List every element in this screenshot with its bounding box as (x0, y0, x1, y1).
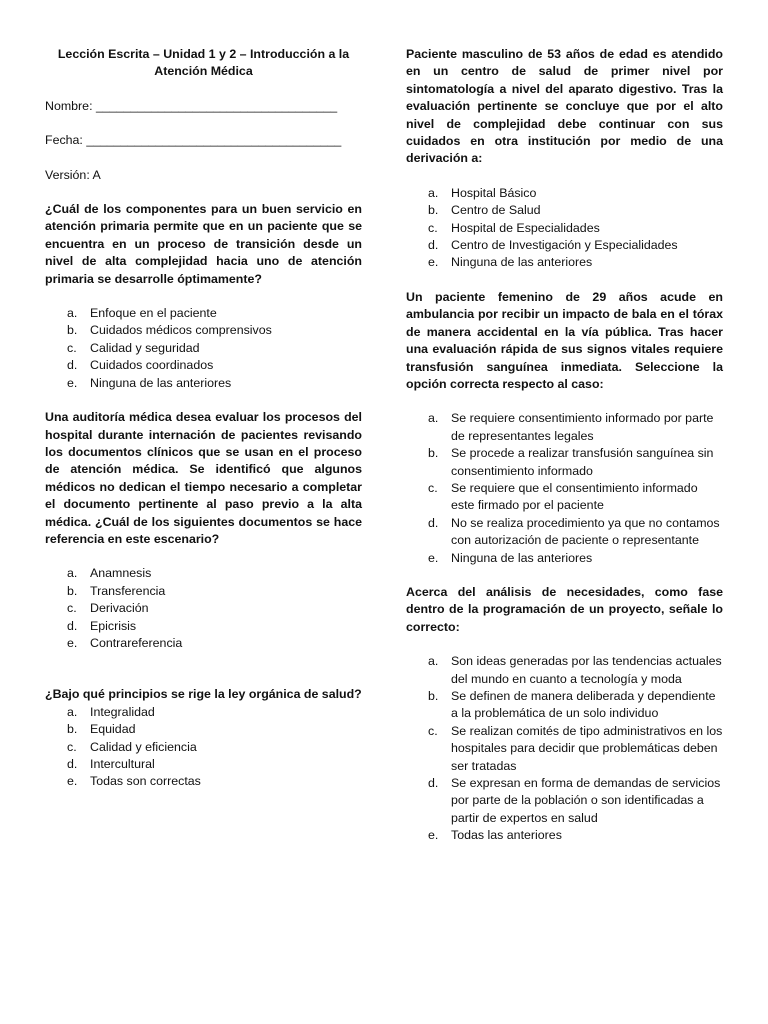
option-letter: d. (67, 618, 78, 633)
option-item (406, 480, 723, 515)
question-2-options (45, 565, 362, 652)
option-letter: c. (428, 723, 438, 738)
option-text: Contrareferencia (90, 635, 183, 650)
option-letter: e. (428, 255, 439, 270)
option-item (406, 445, 723, 480)
option-item (45, 635, 362, 652)
option-text: Centro de Investigación y Especialidades (451, 238, 678, 253)
option-letter: d. (67, 757, 78, 771)
option-letter: b. (428, 689, 439, 703)
option-item (406, 254, 723, 271)
option-text: Epicrisis (90, 618, 137, 633)
option-text: Ninguna de las anteriores (451, 255, 593, 270)
question-2: Una auditoría médica desea evaluar los procesos del hospital durante internación de pacientes revisando los documentos clínicos que se usan en el proceso de atención médica. Se identificó que algunos médicos no dedican el tiempo necesario a completar el documento pertinente al paso previo a la alta médica. ¿Cuál de los siguientes documentos se hace referencia en este escenario? (45, 410, 362, 546)
option-text: Equidad (90, 722, 136, 737)
option-item (45, 322, 362, 339)
option-text: Ninguna de las anteriores (451, 550, 593, 565)
date-field: Fecha: _____________________________________ (45, 133, 342, 148)
option-letter: d. (428, 238, 439, 253)
option-item (406, 550, 723, 567)
option-letter: c. (428, 220, 438, 235)
option-item (45, 357, 362, 374)
option-text: No se realiza procedimiento ya que no contamos con autorización de paciente o representante (451, 515, 720, 548)
option-text: Todas las anteriores (451, 828, 562, 843)
option-letter: b. (67, 323, 78, 338)
option-letter: b. (428, 446, 439, 461)
option-item (406, 202, 723, 219)
option-item (406, 185, 723, 202)
option-text: Se requiere que el consentimiento informado este firmado por el paciente (451, 480, 698, 513)
option-letter: e. (428, 828, 439, 843)
option-letter: b. (428, 203, 439, 218)
option-text: Calidad y eficiencia (90, 739, 197, 754)
option-text: Derivación (90, 601, 149, 616)
option-letter: d. (67, 358, 78, 373)
option-item (45, 583, 362, 600)
option-letter: c. (67, 601, 77, 616)
option-letter: d. (428, 515, 439, 530)
version-label: Versión: A (45, 167, 101, 182)
option-item (45, 565, 362, 582)
option-item (45, 739, 362, 756)
option-item (45, 756, 362, 773)
option-letter: b. (67, 722, 78, 737)
option-item (406, 220, 723, 237)
page-title: Lección Escrita – Unidad 1 y 2 – Introducción a la Atención Médica (57, 47, 350, 79)
option-text: Integralidad (90, 704, 155, 719)
option-text: Anamnesis (90, 566, 152, 581)
option-item (406, 653, 723, 688)
question-4: Paciente masculino de 53 años de edad es atendido en un centro de salud de primer nivel por sintomatología a nivel del aparato digestivo. Tras la evaluación pertinente se concluye que por el alto nivel de complejidad debe continuar con sus cuidados en otra institución por medio de una derivación a: (406, 47, 723, 166)
question-6: Acerca del análisis de necesidades, como fase dentro de la programación de un proyecto, señale lo correcto: (406, 584, 723, 634)
name-field: Nombre: ___________________________________ (45, 98, 338, 113)
spacer (45, 669, 362, 686)
option-letter: e. (67, 375, 78, 390)
option-text: Son ideas generadas por las tendencias actuales del mundo en cuanto a tecnología y moda (451, 654, 722, 686)
option-item (45, 773, 362, 790)
option-text: Hospital de Especialidades (451, 220, 600, 235)
option-text: Ninguna de las anteriores (90, 375, 232, 390)
option-item (406, 723, 723, 775)
option-letter: d. (428, 776, 439, 791)
option-item (406, 775, 723, 827)
option-letter: a. (67, 704, 78, 719)
option-letter: a. (67, 566, 78, 581)
option-item (45, 375, 362, 392)
option-letter: e. (67, 635, 78, 650)
option-text: Se realizan comités de tipo administrativos en los hospitales para decidir que problemáticas deben ser tratadas (451, 723, 723, 773)
option-item (406, 688, 723, 723)
question-1: ¿Cuál de los componentes para un buen servicio en atención primaria permite que en un paciente que se encuentra en un proceso de transición desde un nivel de alta complejidad hacia uno de atención primaria se desarrolle óptimamente? (45, 202, 362, 286)
left-column (45, 46, 362, 808)
option-text: Se expresan en forma de demandas de servicios por parte de la población o son identificadas a partir de expertos en salud (451, 776, 721, 825)
option-item (45, 618, 362, 635)
question-3-options (45, 704, 362, 791)
option-text: Calidad y seguridad (90, 340, 200, 355)
question-3: ¿Bajo qué principios se rige la ley orgánica de salud? (45, 687, 362, 702)
option-text: Todas son correctas (90, 774, 201, 789)
option-item (406, 410, 723, 445)
option-text: Se procede a realizar transfusión sanguínea sin consentimiento informado (451, 446, 714, 478)
option-letter: a. (67, 306, 78, 321)
option-text: Transferencia (90, 583, 166, 598)
option-letter: a. (428, 411, 439, 426)
option-item (45, 704, 362, 721)
option-item (406, 827, 723, 844)
option-text: Enfoque en el paciente (90, 306, 217, 321)
option-item (45, 600, 362, 617)
option-item (45, 340, 362, 357)
option-item (406, 515, 723, 550)
option-letter: c. (67, 340, 77, 355)
option-letter: e. (67, 774, 78, 789)
option-letter: c. (428, 480, 438, 495)
option-letter: a. (428, 654, 439, 669)
option-text: Cuidados coordinados (90, 358, 214, 373)
option-text: Intercultural (90, 757, 155, 771)
question-5: Un paciente femenino de 29 años acude en ambulancia por recibir un impacto de bala en el tórax de manera accidental en la vía pública. Tras hacer una evaluación rápida de sus signos vitales requiere transfusión sanguínea inmediata. Seleccione la opción correcta respecto al caso: (406, 289, 723, 391)
option-text: Se definen de manera deliberada y dependiente a la problemática de un solo individuo (451, 689, 716, 721)
question-1-options (45, 305, 362, 392)
question-6-options (406, 653, 723, 844)
option-item (45, 721, 362, 738)
option-text: Centro de Salud (451, 203, 541, 218)
right-column (406, 46, 723, 862)
option-item (45, 305, 362, 322)
question-5-options (406, 410, 723, 567)
option-letter: a. (428, 185, 439, 200)
option-item (406, 237, 723, 254)
option-text: Cuidados médicos comprensivos (90, 323, 272, 338)
option-letter: c. (67, 739, 77, 754)
option-letter: e. (428, 550, 439, 565)
option-text: Hospital Básico (451, 185, 537, 200)
option-letter: b. (67, 583, 78, 598)
question-4-options (406, 185, 723, 272)
option-text: Se requiere consentimiento informado por parte de representantes legales (451, 411, 714, 443)
